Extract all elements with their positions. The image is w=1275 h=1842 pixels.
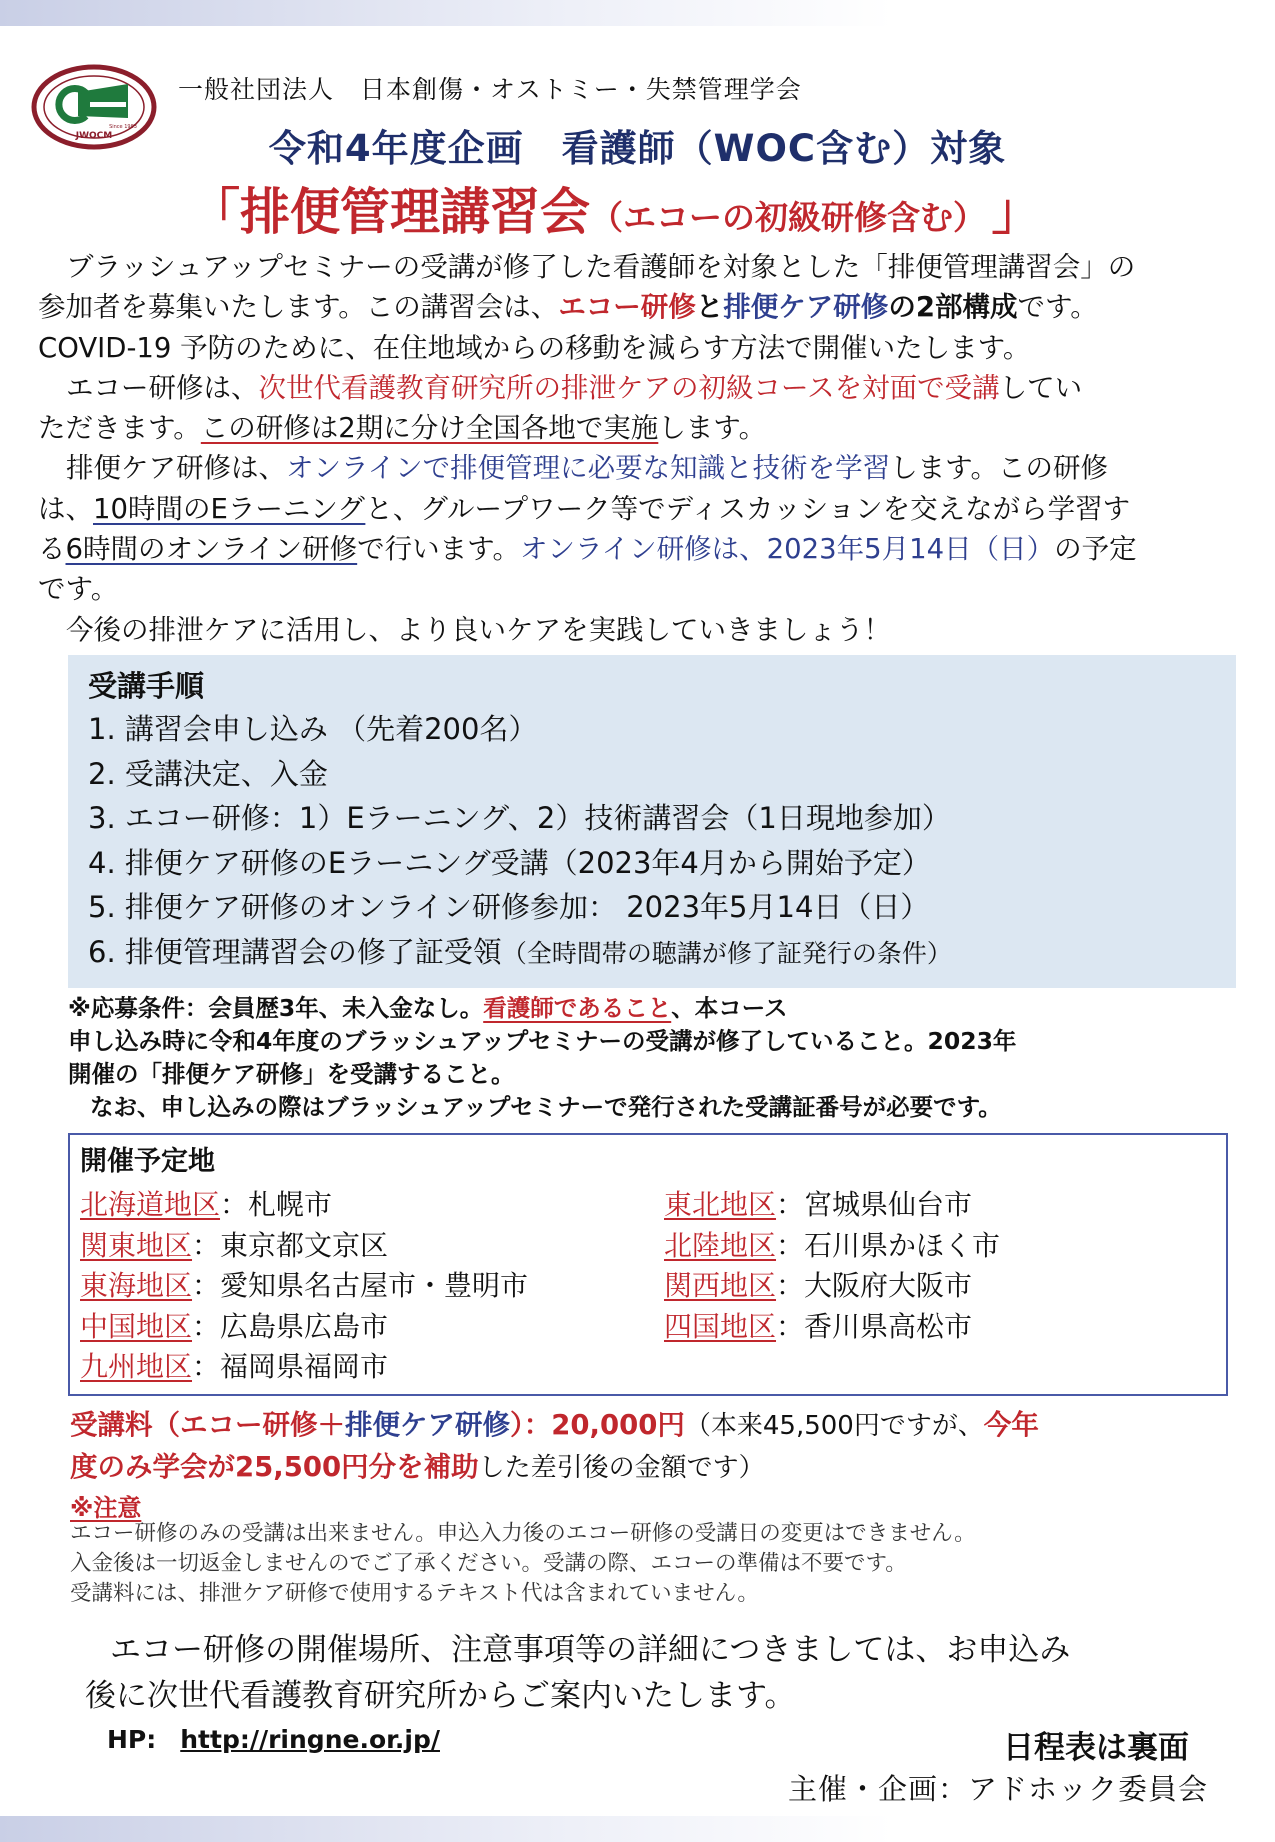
intro-p3-line2-c: と、グループワーク等でディスカッションを交えながら学習す (365, 492, 1131, 525)
fee-line2-b: した差引後の金額です） (478, 1453, 765, 1483)
intro-p2-underline: この研修は2期に分け全国各地で実施 (200, 412, 659, 445)
intro-two-parts: 2部構成 (915, 291, 1018, 324)
title-close-bracket: 」 (991, 183, 1042, 241)
venue-region: 北海道地区 (80, 1188, 221, 1221)
venue-row (80, 1185, 528, 1226)
conditions-line1-c: 、本コース (671, 994, 788, 1022)
intro-p2-highlight: 次世代看護教育研究所の排泄ケアの初級コースを対面で受講 (258, 371, 1000, 404)
steps-list (88, 707, 1236, 976)
intro-p1-line1: ブラッシュアップセミナーの受講が修了した看護師を対象とした「排便管理講習会」の (66, 251, 1136, 283)
conditions-line4: なお、申し込みの際はブラッシュアップセミナーで発行された受講証番号が必要です。 (90, 1093, 1002, 1121)
venue-city: ：宮城県仙台市 (776, 1188, 973, 1221)
intro-p4: 今後の排泄ケアに活用し、より良いケアを実践していきましょう！ (66, 613, 891, 646)
fee-label-care: 排便ケア研修 (345, 1409, 510, 1441)
schedule-note: 日程表は裏面 (1003, 1730, 1189, 1766)
closing-line2: 後に次世代看護教育研究所からご案内いたします。 (85, 1678, 796, 1714)
fee-amount: ）：20,000円 (510, 1409, 685, 1441)
step-6-note: （全時間帯の聴講が修了証発行の条件） (501, 938, 952, 968)
fee-note-a: （本来45,500円ですが、 (684, 1411, 984, 1441)
intro-online-hours: 6時間のオンライン研修 (65, 533, 358, 566)
venues-right-column (664, 1185, 1000, 1347)
intro-p2-line2-c: します。 (658, 412, 767, 445)
intro-p3-line1-c: します。この研修 (890, 452, 1108, 485)
venue-region: 東海地区 (80, 1269, 193, 1302)
intro-echo-highlight: エコー研修 (558, 291, 696, 324)
intro-online-date: オンライン研修は、2023年5月14日（日） (519, 533, 1055, 566)
application-steps-box (68, 655, 1236, 988)
intro-care-highlight: 排便ケア研修 (723, 291, 889, 324)
fee-section (70, 1405, 1250, 1489)
venue-region: 関東地区 (80, 1228, 193, 1262)
venue-city: ：広島県広島市 (192, 1309, 389, 1343)
venue-row (664, 1185, 1000, 1226)
step-item: 3. エコー研修：1）Eラーニング、2）技術講習会（1日現地参加） (88, 801, 951, 835)
step-item (88, 930, 1236, 977)
application-conditions (68, 992, 1248, 1124)
caution-notes (70, 1519, 976, 1609)
caution-line: 受講料には、排泄ケア研修で使用するテキスト代は含まれていません。 (70, 1581, 759, 1606)
venue-city: ：福岡県福岡市 (192, 1350, 389, 1383)
caution-line: エコー研修のみの受講は出来ません。申込入力後のエコー研修の受講日の変更はできません。 (70, 1521, 976, 1546)
steps-heading: 受講手順 (88, 669, 205, 703)
intro-p3-line1-a: 排便ケア研修は、 (66, 452, 286, 485)
venue-region: 東北地区 (664, 1188, 777, 1221)
intro-p1-line2-g: です。 (1017, 291, 1098, 324)
svg-text:Since 1983: Since 1983 (109, 124, 137, 130)
venue-city: ：石川県かほく市 (776, 1228, 1001, 1262)
venue-city: ：大阪府大阪市 (776, 1269, 973, 1302)
venue-row (80, 1307, 528, 1348)
intro-p3-line3-c: で行います。 (357, 533, 520, 566)
conditions-line2: 申し込み時に令和4年度のブラッシュアップセミナーの受講が修了していること。2023年 (68, 1027, 1017, 1055)
venue-row (664, 1226, 1000, 1267)
fee-note-b: 今年 (983, 1409, 1039, 1441)
organizer: 主催・企画：アドホック委員会 (788, 1772, 1209, 1806)
venue-region: 関西地区 (664, 1269, 777, 1302)
svg-text:JWOCM: JWOCM (75, 131, 113, 141)
fee-subsidy: 度のみ学会が25,500円分を補助 (70, 1451, 479, 1483)
venue-city: ：愛知県名古屋市・豊明市 (192, 1269, 529, 1302)
intro-p1-line2-a: 参加者を募集いたします。この講習会は、 (38, 291, 559, 324)
venues-box (68, 1133, 1228, 1396)
step-6-label: 6. 排便管理講習会の修了証受領 (88, 934, 502, 969)
intro-p3-line3-a: る (38, 533, 66, 566)
venue-city: ：香川県高松市 (776, 1309, 973, 1343)
venue-region: 中国地区 (80, 1309, 193, 1343)
venue-region: 九州地区 (80, 1350, 193, 1383)
hp-label: HP: (107, 1725, 157, 1754)
venue-city: ：東京都文京区 (192, 1228, 389, 1262)
intro-elearning-hours: 10時間のEラーニング (93, 492, 366, 525)
title-line-2 (190, 172, 1042, 244)
conditions-line3: 開催の「排便ケア研修」を受講すること。 (68, 1060, 515, 1088)
venue-row (80, 1226, 528, 1267)
step-item: 1. 講習会申し込み （先着200名） (88, 712, 538, 746)
venue-city: ：札幌市 (220, 1188, 333, 1221)
venues-heading: 開催予定地 (80, 1146, 215, 1177)
closing-line1: エコー研修の開催場所、注意事項等の詳細につきましては、お申込み (110, 1632, 1071, 1668)
intro-p2-line1-c: してい (999, 371, 1083, 404)
bottom-gradient-band (0, 1816, 1275, 1842)
conditions-nurse-required: 看護師であること (483, 994, 672, 1022)
intro-p2-line2-a: ただきます。 (38, 412, 201, 445)
title-main: 「排便管理講習会 (190, 183, 590, 241)
caution-title: ※注意 (70, 1494, 142, 1522)
venue-row (664, 1307, 1000, 1348)
conditions-line1-a: ※応募条件：会員歴3年、未入金なし。 (68, 994, 484, 1022)
top-gradient-band (0, 0, 1275, 26)
venue-region: 四国地区 (664, 1309, 777, 1343)
intro-p3-line3-e: の予定 (1054, 533, 1137, 566)
step-item: 2. 受講決定、入金 (88, 756, 328, 791)
intro-p1-line2-e: の (888, 291, 916, 324)
venue-row (664, 1266, 1000, 1307)
venue-row (80, 1266, 528, 1307)
step-item: 4. 排便ケア研修のEラーニング受講（2023年4月から開始予定） (88, 845, 931, 880)
intro-p2-line1-a: エコー研修は、 (66, 371, 259, 404)
intro-p1-line2-c: と (695, 291, 724, 324)
venues-left-column (80, 1185, 528, 1388)
venue-row (80, 1347, 528, 1388)
intro-p3-highlight: オンラインで排便管理に必要な知識と技術を学習 (286, 452, 891, 485)
fee-label-a: 受講料（エコー研修＋ (70, 1409, 345, 1441)
intro-p1-line3: COVID-19 予防のために、在住地域からの移動を減らす方法で開催いたします。 (38, 331, 1031, 364)
venue-region: 北陸地区 (664, 1228, 777, 1262)
intro-text (38, 247, 1248, 650)
intro-p3-line4: です。 (38, 573, 119, 606)
organization-name: 一般社団法人 日本創傷・オストミー・失禁管理学会 (178, 75, 802, 104)
caution-line: 入金後は一切返金しませんのでご了承ください。受講の際、エコーの準備は不要です。 (70, 1551, 907, 1576)
title-line-1: 令和4年度企画 看護師（WOC含む）対象 (268, 127, 1007, 170)
intro-p3-line2-a: は、 (38, 492, 93, 525)
closing-message (85, 1627, 1070, 1719)
step-item: 5. 排便ケア研修のオンライン研修参加： 2023年5月14日（日） (88, 890, 930, 924)
homepage-info (107, 1725, 440, 1754)
homepage-link[interactable]: http://ringne.or.jp/ (180, 1725, 440, 1754)
title-sub: （エコーの初級研修含む） (590, 198, 970, 237)
